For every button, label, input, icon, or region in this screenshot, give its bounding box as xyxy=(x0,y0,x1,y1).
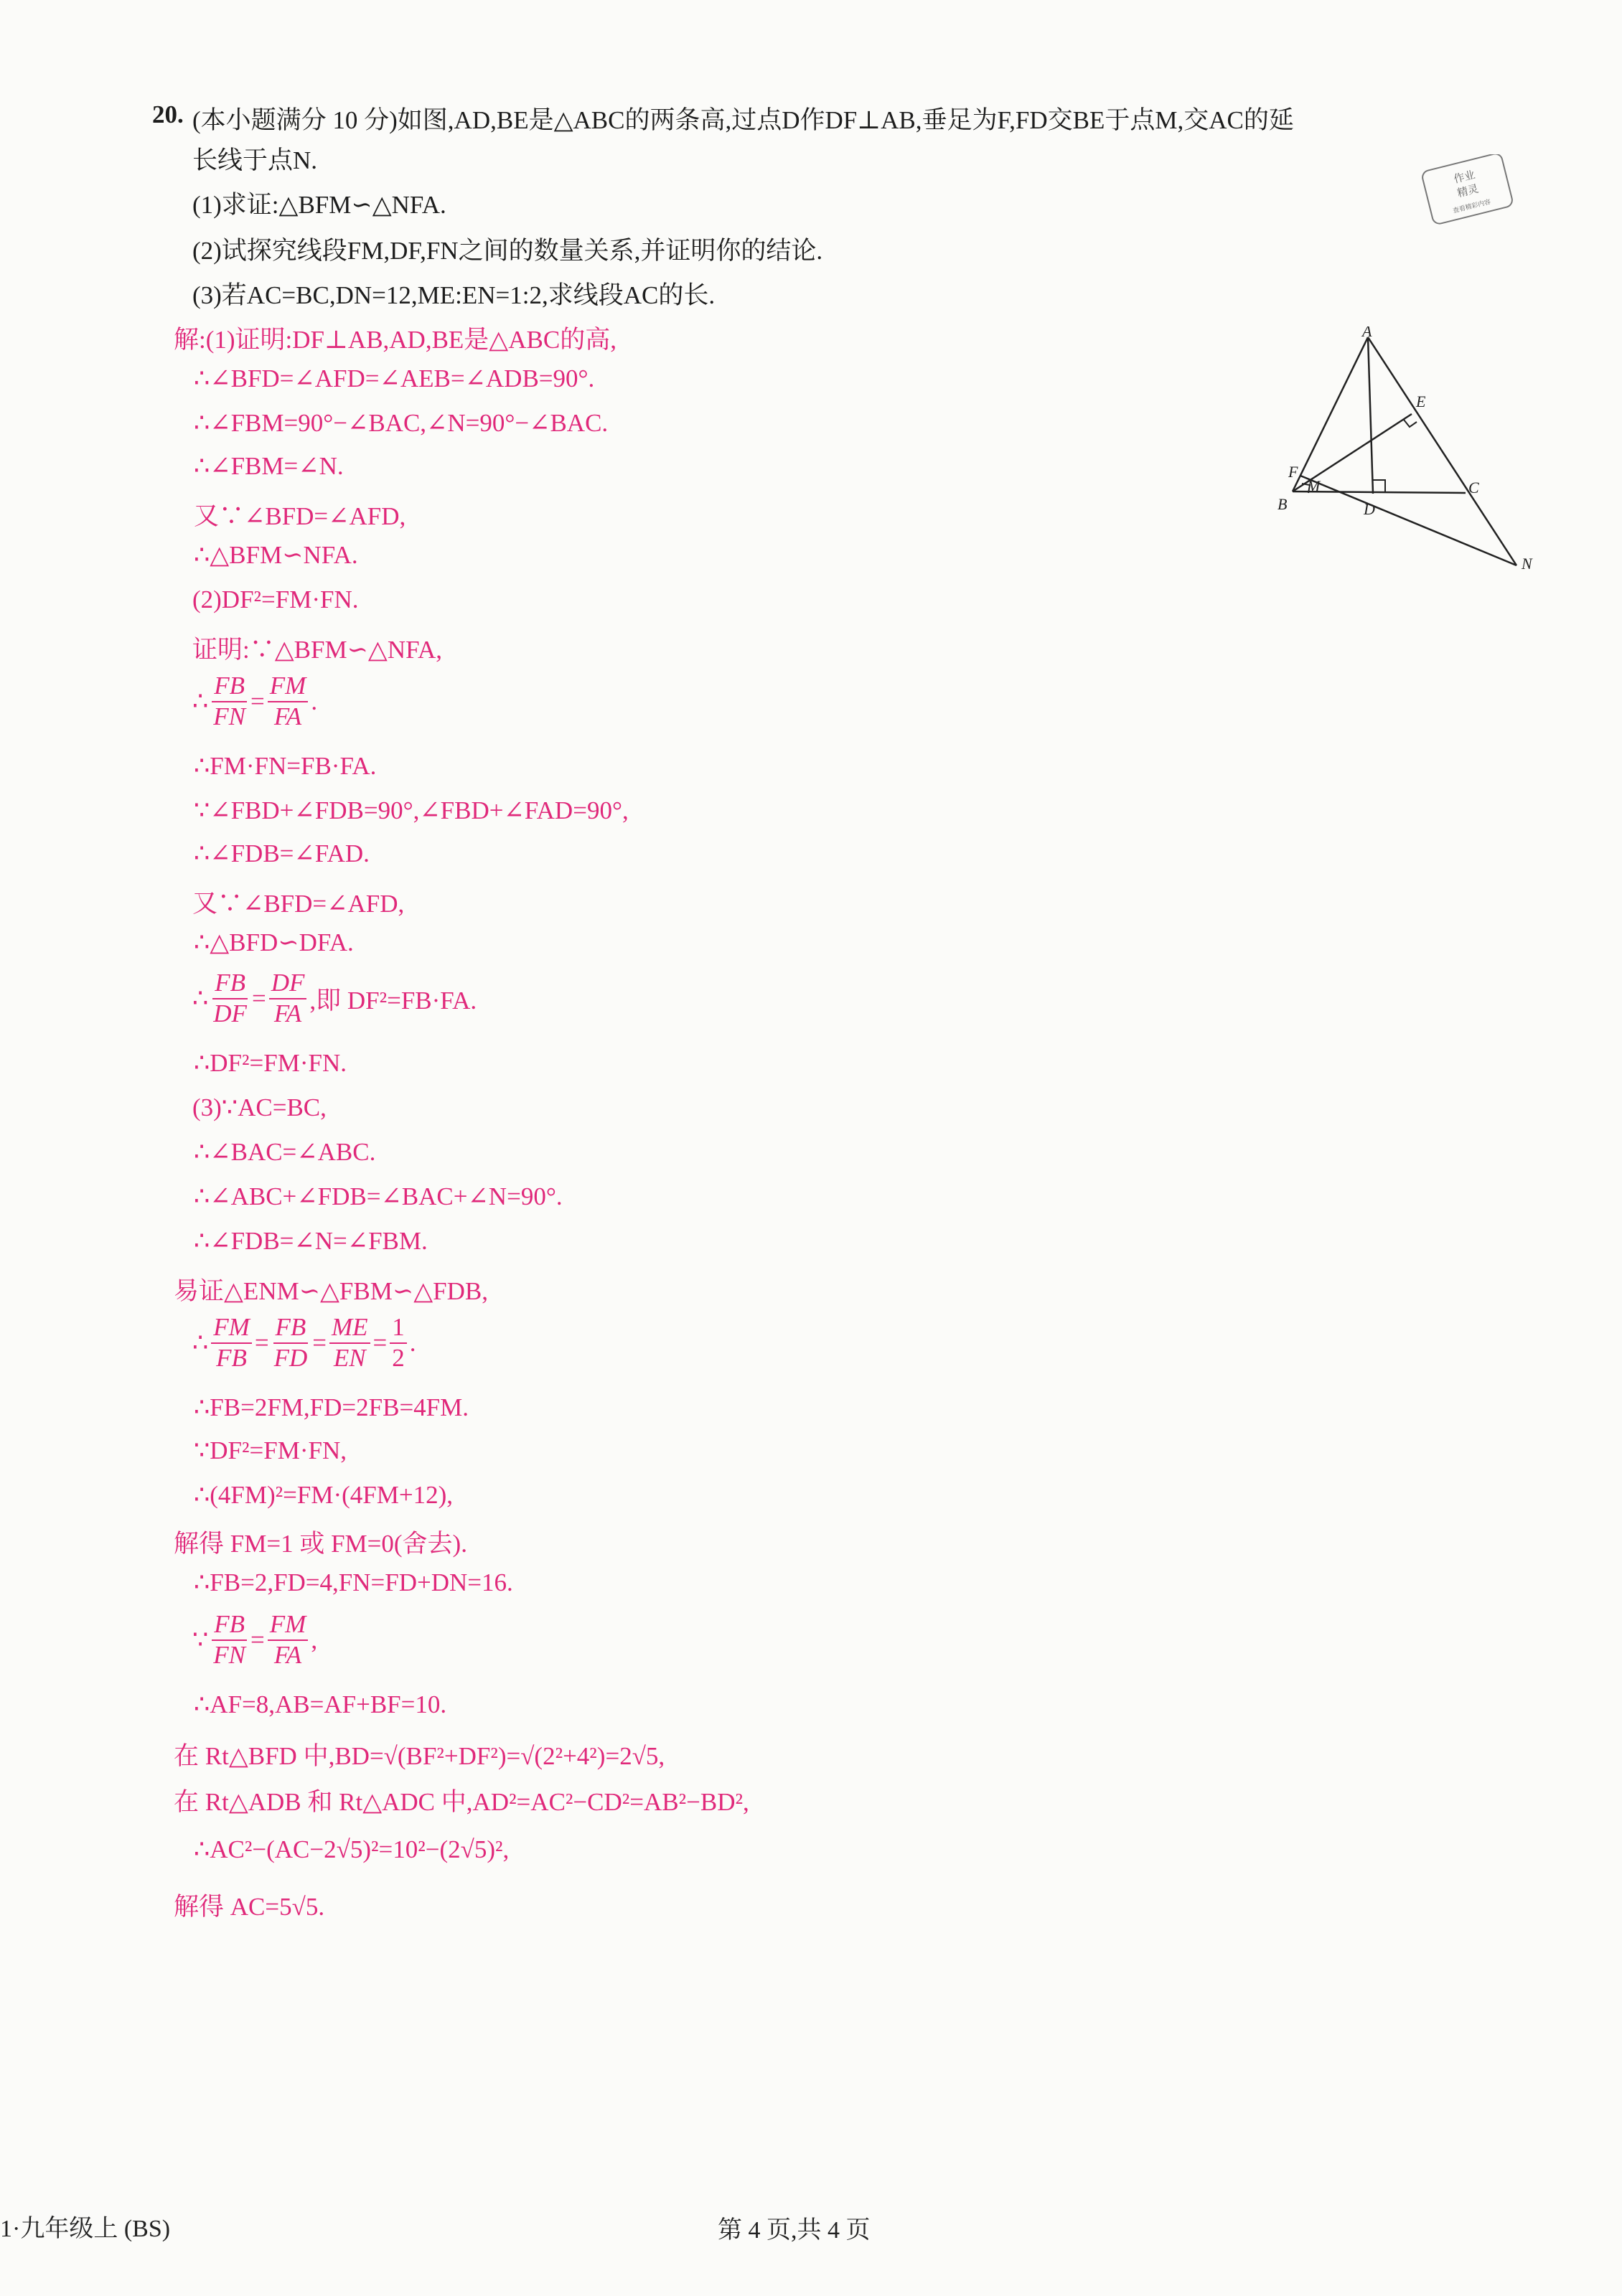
label-B: B xyxy=(1278,495,1288,513)
solution-line-23: ∴FB=2FM,FD=2FB=4FM. xyxy=(194,1393,469,1421)
solution-line-21: 易证△ENM∽△FBM∽△FDB, xyxy=(174,1277,488,1305)
fraction-fm-fa-2: $\frac{FM}{FA}$ xyxy=(268,1612,309,1669)
fraction-me-en: $\frac{ME}{EN}$ xyxy=(329,1314,370,1372)
label-F: F xyxy=(1288,463,1298,481)
label-M: M xyxy=(1307,477,1321,495)
solution-line-24: ∵DF²=FM·FN, xyxy=(194,1436,347,1464)
solution-line-19: ∴∠ABC+∠FDB=∠BAC+∠N=90°. xyxy=(194,1182,563,1210)
fraction-fb-df: $\frac{FB}{DF}$ xyxy=(213,969,247,1027)
solution-line-2: ∴∠BFD=∠AFD=∠AEB=∠ADB=90°. xyxy=(194,364,595,392)
solution-line-8: 证明:∵△BFM∽△NFA, xyxy=(192,636,442,664)
label-D: D xyxy=(1364,500,1375,518)
solution-line-25: ∴(4FM)²=FM·(4FM+12), xyxy=(194,1481,454,1509)
stamp-line1: 作业 xyxy=(1452,168,1477,186)
solution-line-6: ∴△BFM∽NFA. xyxy=(194,541,358,569)
solution-line-18: ∴∠BAC=∠ABC. xyxy=(194,1138,376,1166)
solution-line-7: (2)DF²=FM·FN. xyxy=(192,585,359,613)
solution-line-9: ∴ $\frac{FB}{FN}$ = $\frac{FM}{FA}$ . xyxy=(192,672,318,730)
fraction-df-fa: $\frac{DF}{FA}$ xyxy=(269,970,307,1027)
fraction-fm-fa: $\frac{FM}{FA}$ xyxy=(268,673,309,730)
page-number: 第 4 页,共 4 页 xyxy=(718,2217,871,2244)
label-A: A xyxy=(1362,326,1372,340)
solution-line-16: ∴DF²=FM·FN. xyxy=(194,1049,347,1077)
solution-line-28: ∵ $\frac{FB}{FN}$ = $\frac{FM}{FA}$ , xyxy=(192,1610,318,1669)
stamp-line3: 查看精彩内容 xyxy=(1452,198,1492,215)
solution-line-5: 又∵∠BFD=∠AFD, xyxy=(194,502,406,530)
solution-line-4: ∴∠FBM=∠N. xyxy=(194,452,344,480)
question-part3: (3)若AC=BC,DN=12,ME:EN=1:2,求线段AC的长. xyxy=(192,281,716,309)
solution-line-31: 在 Rt△ADB 和 Rt△ADC 中,AD²=AC²−CD²=AB²−BD², xyxy=(174,1788,749,1816)
solution-line-26: 解得 FM=1 或 FM=0(舍去). xyxy=(174,1530,467,1558)
solution-line-12: ∴∠FDB=∠FAD. xyxy=(194,839,370,867)
solution-line-20: ∴∠FDB=∠N=∠FBM. xyxy=(194,1227,428,1255)
fraction-fb-fn-2: $\frac{FB}{FN}$ xyxy=(211,1612,248,1669)
label-N: N xyxy=(1522,555,1532,573)
solution-line-27: ∴FB=2,FD=4,FN=FD+DN=16. xyxy=(194,1568,513,1596)
solution-line-11: ∵∠FBD+∠FDB=90°,∠FBD+∠FAD=90°, xyxy=(194,796,629,824)
solution-line-1: 解:(1)证明:DF⊥AB,AD,BE是△ABC的高, xyxy=(174,326,617,354)
fraction-fb-fd: $\frac{FB}{FD}$ xyxy=(273,1313,308,1372)
solution-line-14: ∴△BFD∽DFA. xyxy=(194,928,354,956)
solution-line-17: (3)∵AC=BC, xyxy=(192,1093,327,1121)
stamp-logo xyxy=(1421,154,1514,226)
solution-line-33: 解得 AC=5√5. xyxy=(174,1893,325,1921)
solution-line-29: ∴AF=8,AB=AF+BF=10. xyxy=(194,1690,447,1718)
stamp-line2: 精灵 xyxy=(1455,182,1480,200)
solution-line-30: 在 Rt△BFD 中,BD=√(BF²+DF²)=√(2²+4²)=2√5, xyxy=(174,1742,665,1770)
fraction-fb-fn: $\frac{FB}{FN}$ xyxy=(211,673,248,730)
triangle-figure xyxy=(1278,326,1543,585)
solution-line-32: ∴AC²−(AC−2√5)²=10²−(2√5)², xyxy=(194,1835,510,1863)
question-number: 20. xyxy=(152,100,184,128)
fraction-one-half: $\frac{1}{2}$ xyxy=(390,1314,407,1372)
solution-line-13: 又∵∠BFD=∠AFD, xyxy=(192,890,405,918)
question-intro-line1: (本小题满分 10 分)如图,AD,BE是△ABC的两条高,过点D作DF⊥AB,垂足为F,FD交BE于点M,交AC的延 xyxy=(192,106,1294,134)
question-part2: (2)试探究线段FM,DF,FN之间的数量关系,并证明你的结论. xyxy=(192,237,823,265)
solution-line-3: ∴∠FBM=90°−∠BAC,∠N=90°−∠BAC. xyxy=(194,409,609,437)
solution-line-10: ∴FM·FN=FB·FA. xyxy=(194,752,377,780)
solution-line-15: ∴ $\frac{FB}{DF}$ = $\frac{DF}{FA}$ ,即 DF²=FB·FA. xyxy=(192,969,477,1027)
footer-left: 1·九年级上 (BS) xyxy=(0,2216,171,2242)
label-C: C xyxy=(1468,479,1479,497)
question-part1: (1)求证:△BFM∽△NFA. xyxy=(192,191,446,219)
label-E: E xyxy=(1416,392,1426,410)
solution-line-22: ∴ $\frac{FM}{FB}$ = $\frac{FB}{FD}$ = $\frac{ME}{EN}$ = $\frac{1}{2}$ . xyxy=(192,1313,416,1372)
fraction-fm-fb: $\frac{FM}{FB}$ xyxy=(211,1314,252,1372)
question-intro-line2: 长线于点N. xyxy=(192,146,318,174)
